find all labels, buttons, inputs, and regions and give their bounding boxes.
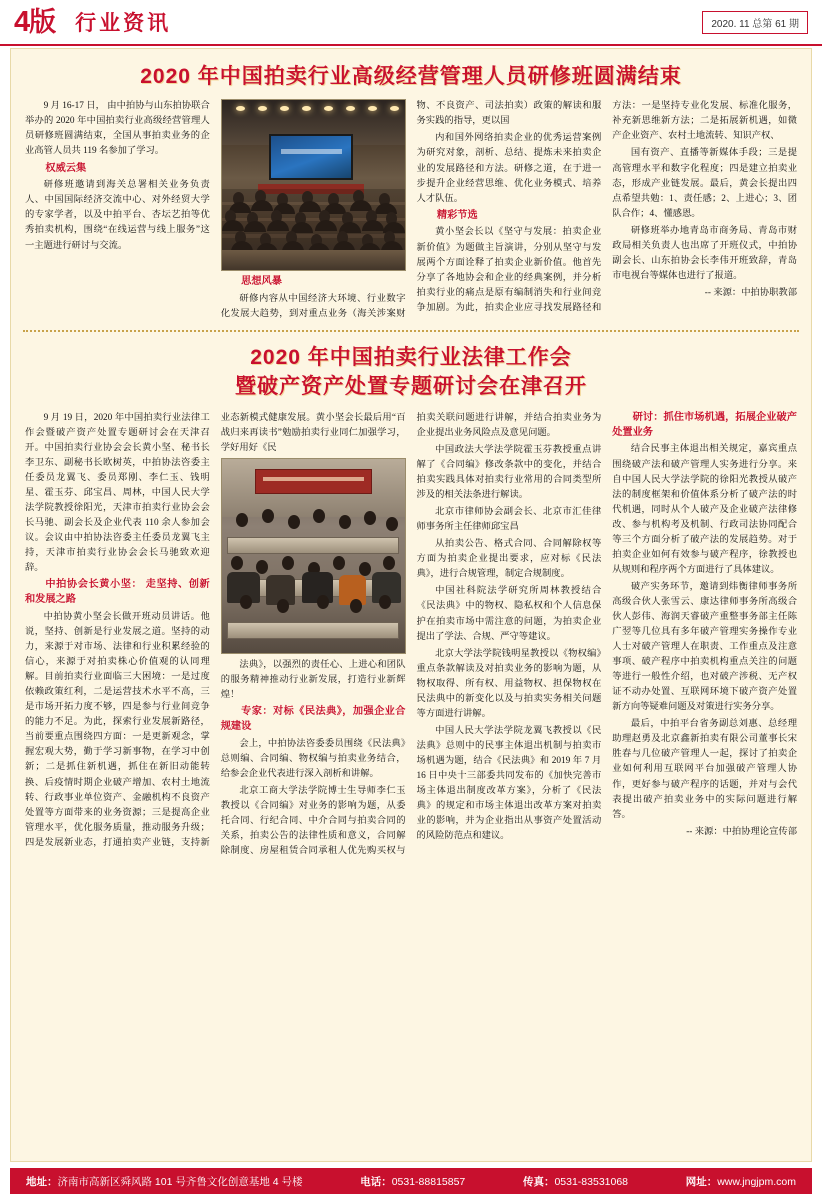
conference-hall-photo — [221, 99, 406, 271]
footer-address-label: 地址： — [26, 1175, 58, 1188]
footer-website-value[interactable]: www.jngjpm.com — [717, 1175, 796, 1188]
article-2-p11: 中国人民大学法学院龙翼飞教授以《民法典》总则中的民事主体退出机制与拍卖市场机遇为题，结合《民法典》和 2019 年 7 月 16 日中央十三部委共同发布的《加快完善市场主体退出制度改革方案》，分析了《民法典》的规定和市场主体退出改革方案对拍卖业的影响，并为企业指出从事资产处置活动的风险防范点和建议。 — [416, 725, 602, 842]
footer-fax — [523, 1174, 628, 1189]
article-2-p14: 最后，中拍平台省务副总刘惠、总经理助理赵勇及北京鑫新拍卖有限公司董事长宋胜春与几位破产管理人一起，探讨了拍卖企业如何利用互联网平台加强破产管理人协作，更好参与破产程序的话题，并对与会代表提出破产拍卖业务中的实际问题进行解答。 — [612, 719, 797, 820]
article-2-p9: 中国社科院法学研究所周林教授结合《民法典》中的物权、隐私权和个人信息保护在拍卖市场中需注意的问题，为拍卖企业提出了学法、合规、严守等建议。 — [416, 586, 602, 642]
footer-website-label: 网址： — [685, 1175, 718, 1188]
section-title: 行业资讯 — [75, 12, 172, 35]
article-2-p7: 北京市律师协会副会长、北京市汇佳律师事务所主任律师邱宝昌 — [416, 507, 602, 533]
article-2-subhead-2: 专家：对标《民法典》，加强企业合规建设 — [220, 706, 406, 732]
article-1-p2: 研修班邀请到海关总署相关业务负责人、中国国际经济交流中心、对外经贸大学的专家学者，以及中拍平台、杏坛艺拍等优秀拍卖机构，围绕“在线运营与线上服务”这一主题进行研讨与交流。 — [25, 180, 210, 251]
footer-contact-bar — [10, 1168, 812, 1194]
article-1-p6: 国有资产、直播等新媒体手段；三是提高管理水平和数字化程度；四是建立拍卖业态，形成产业链发展。最后，黄会长提出四点希望共勉：1、责任感；2、上进心；3、团队合作；4、懂感恩。 — [612, 148, 797, 219]
article-1-p3: 研修内容从中国经济大环境、行业数字化发展大趋势，到对重点业务（海关涉案财物、不良资产、司法拍卖）政策的解读和服务实践的指导，更以国 — [220, 101, 602, 320]
article-1-subhead-2: 思想风暴 — [241, 276, 282, 288]
article-2-p3: 法典》，以强烈的责任心、上进心和团队的服务精神推动行业新发展，打造行业新辉煌！ — [220, 660, 406, 701]
footer-website[interactable] — [686, 1174, 796, 1189]
article-2-p5: 北京工商大学法学院博士生导师李仁玉教授以《合同编》对业务的影响为题，从委托合同、行纪合同、中介合同与拍卖合同的关系，拍卖公告的法律性质和意义，合同解除制度、房屋租赁合同承租人优先购买权与拍卖关联问题进行讲解，并结合拍卖业务为企业提出业务风险点及意见问题。 — [220, 412, 602, 857]
footer-address — [26, 1174, 303, 1189]
footer-fax-value: 0531-83531068 — [554, 1175, 629, 1188]
article-2-subhead-3: 研讨：抓住市场机遇，拓展企业破产处置业务 — [612, 411, 797, 438]
footer-phone — [360, 1174, 465, 1189]
article-2-p12: 结合民事主体退出相关规定，嘉宾重点围绕破产法和破产管理人实务进行分享。来自中国人民大学法学院的徐阳光教授从破产法的制度框架和价值体系分析了破产法的时代机遇，同时从个人破产及企业破产法律修改、参与机构考及机制、行政司法协同配合等三个方面分析了破产法的发展趋势。对于拍卖企业如何有效参与破产程序，徐教授也从规则和程序两个方面进行了具体建议。 — [612, 444, 797, 575]
article-2-p2: 中拍协黄小坚会长做开班动员讲话。他说，坚持、创新是行业发展之道。坚持的动力，来源于对市场、法律和行业积累经验的信心，来源于对拍卖株心价值观的认同理解。目前拍卖行业面临三大困境：一是过度依赖政策红利，二是运营技术水平不高，三是市场开拓力度不够，四是参与行业间竞争的能力不足。为此，探索行业发展新路径，当前要重点围绕四方面：一是更新观念，掌握宏观大势，勤于学习新事物，在学习中创新；二是抓住新机遇，抓住在新旧动能转换、后疫情时期企业破产增加、农村土地流转、行政事业单位资产、金融机构不良资产处置等方面带来的业务资源；三是提高企业管理水平，优化服务质量，推动服务升级；四是发展新业态，打通拍卖产业链，支持新业态新模式健康发展。黄小坚会长最后用“百战归来再读书”勉励拍卖行业同仁加强学习，学好用好《民 — [25, 412, 406, 848]
page-number-value: 4 — [14, 5, 30, 38]
footer-fax-label: 传真： — [522, 1175, 555, 1188]
article-1-source: -- 来源：中拍协职教部 — [704, 287, 797, 298]
article-2-p1: 9 月 19 日，2020 年中国拍卖行业法律工作会暨破产资产处置专题研讨会在天津召开。中国拍卖行业协会会长黄小坚、秘书长李卫东、副秘书长欧树英，中拍协法咨委主任委员龙翼飞、委员郑刚、李仁玉、钱明星、霍玉芬、邱宝昌、周林，中国人民大学法学院教授徐阳光，天津市拍卖行业协会会长马驰、副会长及企业代表 110 余人参加会议。会议由中拍协法咨委主任委员龙翼飞主持，天津市拍卖行业协会会长马驰致欢迎辞。 — [25, 412, 210, 574]
article-1-p4: 内和国外网络拍卖企业的优秀运营案例为研究对象，剖析、总结、提炼未来拍卖企业的发展路径和方法。研修之道，在于进一步提升企业经营思维、优化业务模式、培养人才队伍。 — [416, 133, 602, 204]
page-number-unit: 版 — [29, 6, 56, 37]
article-2-headline-line-1: 2020 年中国拍卖行业法律工作会 — [250, 346, 572, 370]
article-1-columns — [25, 99, 797, 322]
article-2-headline-line-2: 暨破产资产处置专题研讨会在津召开 — [235, 374, 587, 398]
content-area — [10, 48, 812, 1162]
article-1-subhead-1: 权威云集 — [45, 162, 87, 174]
article-2-source: -- 来源：中拍协理论宣传部 — [686, 826, 797, 837]
article-2-p4: 会上，中拍协法咨委委员围绕《民法典》总则编、合同编、物权编与拍卖业务结合，给参会企业代表进行深入剖析和讲解。 — [220, 738, 406, 779]
issue-badge: 2020. 11 总第 61 期 — [702, 11, 808, 34]
article-1-p7: 研修班举办地青岛市商务局、青岛市财政局相关负责人也出席了开班仪式，中拍协副会长、山东拍协会长李伟开班致辞，青岛市电视台等媒体也进行了报道。 — [612, 225, 797, 281]
meeting-banner — [255, 469, 372, 494]
article-2-p6: 中国政法大学法学院霍玉芬教授重点讲解了《合同编》修改条款中的变化，并结合拍卖实践具体对拍卖行业常用的合同类型所涉及的相关法条进行解读。 — [416, 445, 602, 501]
article-2-p10: 北京大学法学院钱明星教授以《物权编》重点条款解读及对拍卖业务的影响为题，从物权取得、所有权、用益物权、担保物权在民法典中的新变化以及与拍卖实务相关问题等方面进行讲解。 — [416, 648, 602, 719]
article-1 — [11, 49, 811, 328]
masthead — [0, 0, 822, 46]
article-2-p13: 破产实务环节，邀请到炜衡律师事务所高级合伙人张雪云、康达律师事务所高级合伙人彭伟、海润天睿破产重整事务部主任陈广翌等几位具有多年破产管理实务操作专业人士对破产管理人在职责、工作重点及注意事项、破产程序中拍卖机构重点关注的问题等进行一般性介绍，也对破产涉税、无产权证不动办处置、互联网环境下破产资产处置新方向等疑难问题及对策进行实务分享。 — [612, 581, 797, 713]
article-1-p5: 黄小坚会长以《坚守与发展：拍卖企业新价值》为题做主旨演讲，分别从坚守与发展两个方面诠释了拍卖企业新价值。他首先分享了各地协会和企业的经典案例，并分析拍卖行业的痛点是原有编制消失和行业间竞争加剧。为此，拍卖企业应寻找发展路径和方法：一是坚持专业化发展、标准化服务，补充新思维新方法；二是拓展新机遇，如微产企业资产、农村土地流转、知识产权、 — [416, 101, 797, 313]
projector-screen — [269, 134, 353, 180]
article-2-subhead-1: 中拍协会长黄小坚： 走坚持、创新和发展之路 — [25, 579, 210, 606]
article-1-p1: 9 月 16-17 日， 由中拍协与山东拍协联合举办的 2020 年中国拍卖行业高级经营管理人员研修班圆满结束，全国从事拍卖业务的企业高管人员共 119 名参加了学习。 — [25, 101, 210, 157]
article-2 — [11, 332, 811, 865]
article-2-headline — [25, 344, 797, 401]
footer-phone-label: 电话： — [360, 1175, 392, 1188]
footer-address-value: 济南市高新区舜风路 101 号齐鲁文化创意基地 4 号楼 — [57, 1175, 303, 1188]
article-1-subhead-3: 精彩节选 — [436, 209, 478, 221]
article-2-p8: 从拍卖公告、格式合同、合同解除权等方面为拍卖企业提出要求，应对标《民法典》，进行合规管理，制定合规制度。 — [416, 539, 602, 580]
ceiling-lights-icon — [222, 106, 405, 116]
meeting-room-photo — [221, 458, 406, 654]
footer-phone-value: 0531-88815857 — [391, 1175, 466, 1188]
article-2-columns — [25, 411, 797, 859]
page-number — [14, 5, 56, 38]
article-1-headline: 2020 年中国拍卖行业高级经营管理人员研修班圆满结束 — [140, 65, 682, 88]
